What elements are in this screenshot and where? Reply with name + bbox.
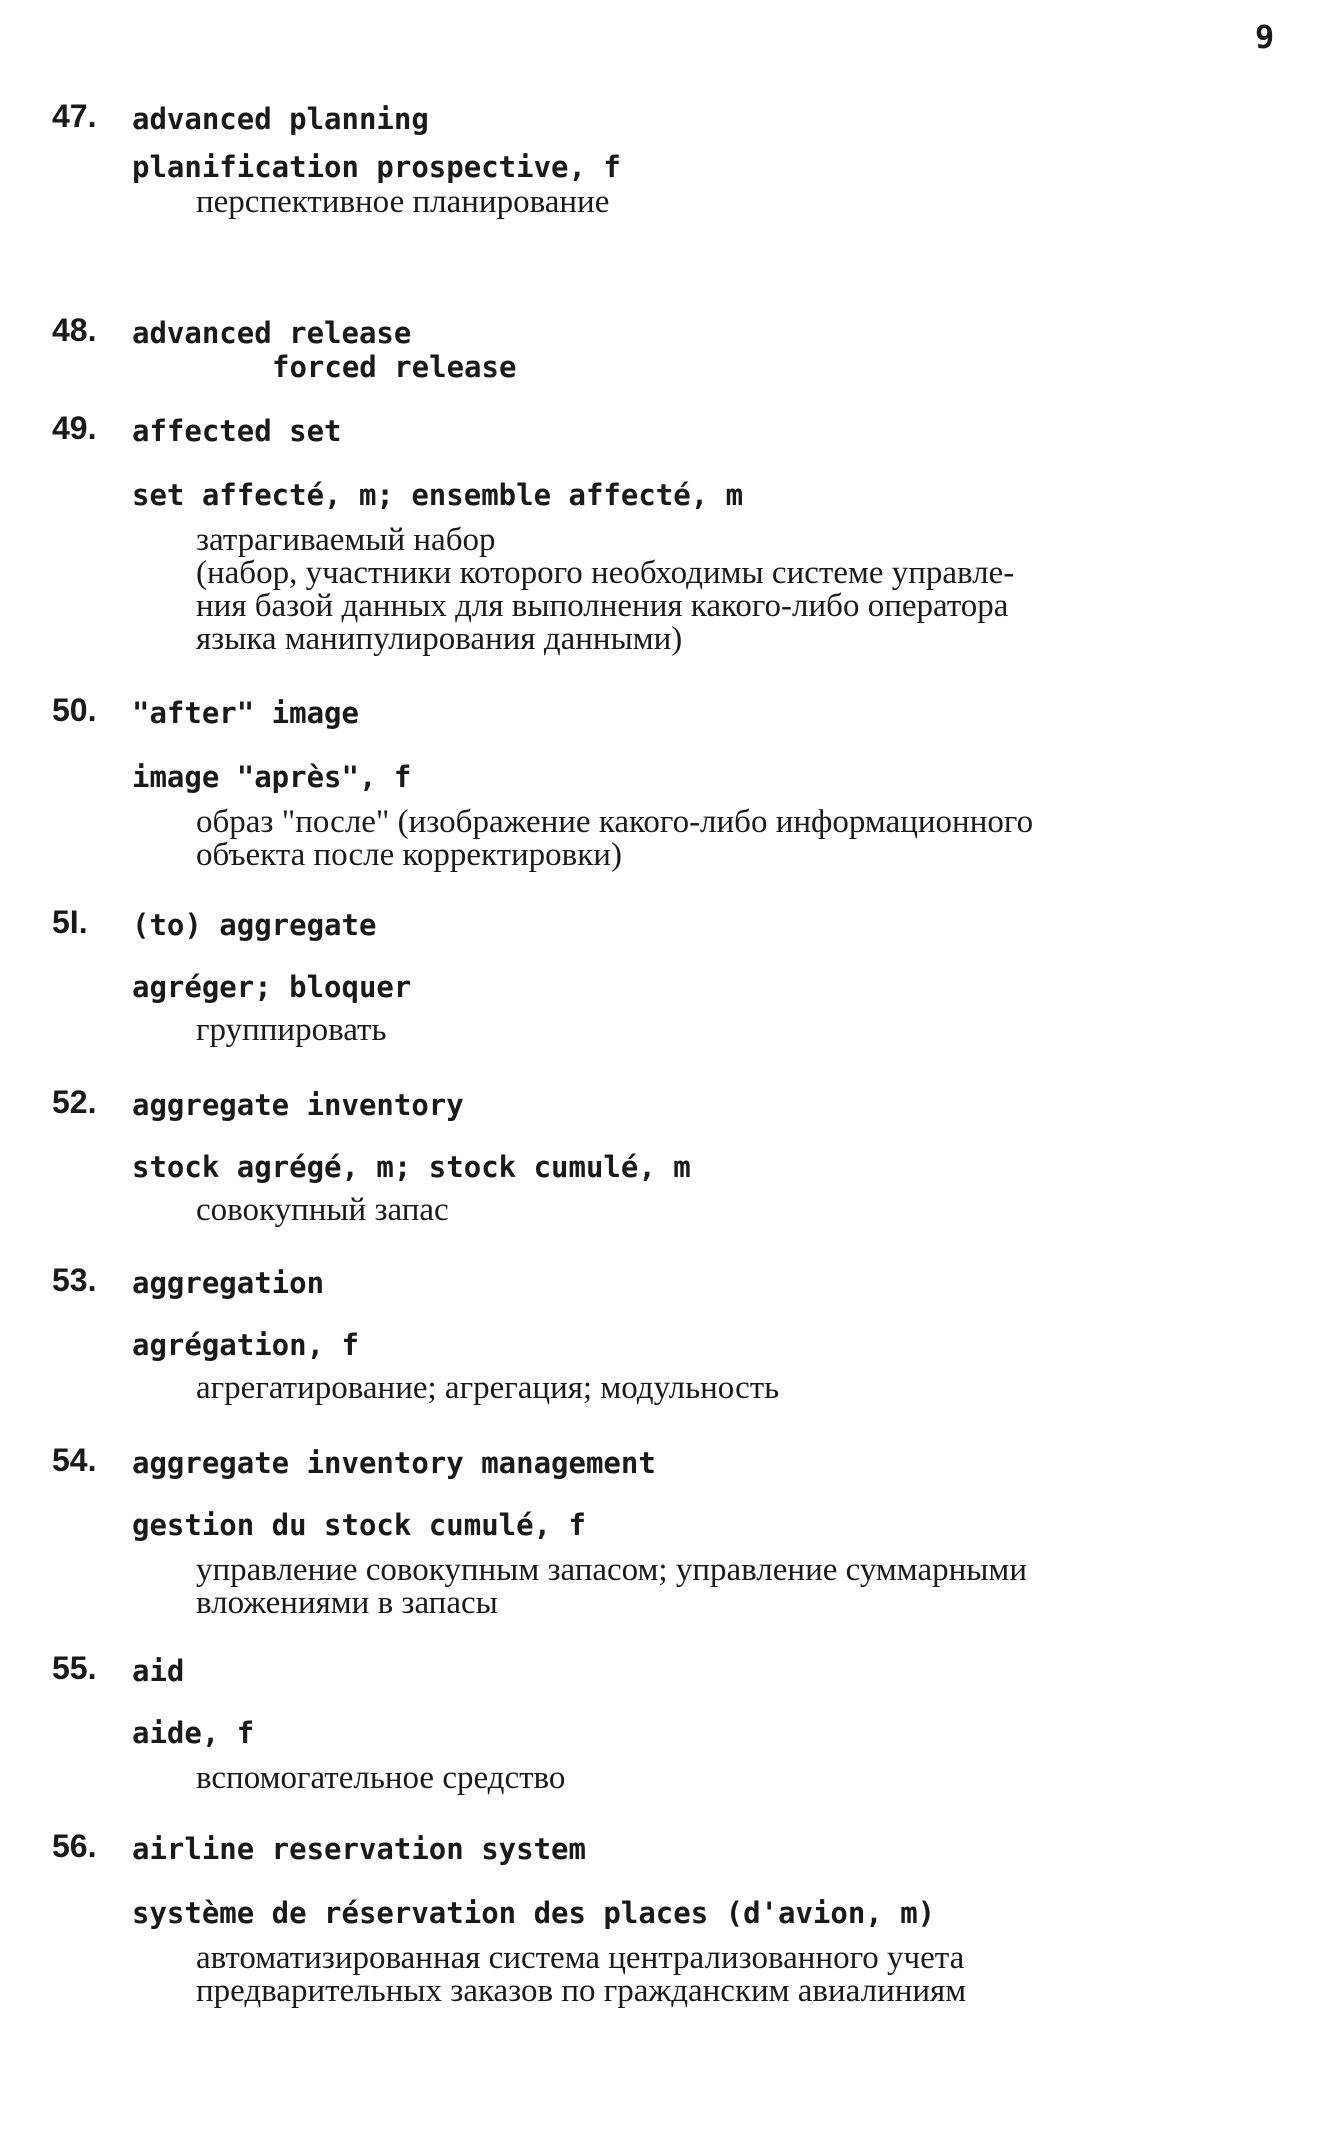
french-equivalent: agrégation, f <box>132 1328 359 1362</box>
russian-line: образ "после" (изображение какого-либо информационного <box>196 804 1034 840</box>
russian-equivalent <box>196 1372 779 1405</box>
entry-term: (to) aggregate <box>132 908 377 942</box>
russian-line: управление совокупным запасом; управление суммарными <box>196 1552 1027 1588</box>
entry-term: affected set <box>132 414 342 448</box>
russian-equivalent <box>196 806 1033 872</box>
russian-line: автоматизированная система централизованного учета <box>196 1940 965 1976</box>
entry-term: aggregate inventory management <box>132 1446 656 1480</box>
russian-line: языка манипулирования данными) <box>196 621 683 657</box>
entry-number: 48. <box>52 312 97 348</box>
entry-term: aggregation <box>132 1266 325 1300</box>
russian-line: агрегатирование; агрегация; модульность <box>196 1370 780 1406</box>
entry-number: 54. <box>52 1442 97 1478</box>
entry-term: aid <box>132 1654 185 1688</box>
entry-term: aggregate inventory <box>132 1088 464 1122</box>
entry-number: 55. <box>52 1650 97 1686</box>
russian-line: вспомогательное средство <box>196 1760 566 1796</box>
russian-line: группировать <box>196 1012 387 1048</box>
entry-term: advanced planning <box>132 102 429 136</box>
russian-line: ния базой данных для выполнения какого-либо оператора <box>196 588 1009 624</box>
russian-equivalent <box>196 524 1014 656</box>
french-equivalent: stock agrégé, m; stock cumulé, m <box>132 1150 691 1184</box>
entry-number: 50. <box>52 692 97 728</box>
russian-line: совокупный запас <box>196 1192 449 1228</box>
russian-line: затрагиваемый набор <box>196 522 496 558</box>
french-equivalent: agréger; bloquer <box>132 970 412 1004</box>
entry-number: 52. <box>52 1084 97 1120</box>
russian-line: (набор, участники которого необходимы системе управле- <box>196 555 1015 591</box>
russian-equivalent <box>196 186 609 219</box>
entry-number: 47. <box>52 98 97 134</box>
russian-line: вложениями в запасы <box>196 1585 498 1621</box>
french-equivalent: gestion du stock cumulé, f <box>132 1508 586 1542</box>
russian-equivalent <box>196 1554 1027 1620</box>
french-equivalent: image "après", f <box>132 760 412 794</box>
entry-number: 5I. <box>52 904 88 940</box>
russian-line: предварительных заказов по гражданским авиалиниям <box>196 1973 967 2009</box>
russian-equivalent <box>196 1014 387 1047</box>
russian-equivalent <box>196 1194 449 1227</box>
entry-term: advanced release <box>132 316 412 350</box>
russian-equivalent <box>196 1942 966 2008</box>
french-equivalent: set affecté, m; ensemble affecté, m <box>132 478 744 512</box>
russian-equivalent <box>196 1762 565 1795</box>
page-number: 9 <box>1255 18 1275 56</box>
entry-term: "after" image <box>132 696 359 730</box>
entry-term: airline reservation system <box>132 1832 586 1866</box>
french-equivalent: planification prospective, f <box>132 150 621 184</box>
russian-line: перспективное планирование <box>196 184 610 220</box>
synonym-reference: forced release <box>272 350 517 384</box>
entry-number: 49. <box>52 410 97 446</box>
entry-number: 56. <box>52 1828 97 1864</box>
entry-number: 53. <box>52 1262 97 1298</box>
french-equivalent: aide, f <box>132 1716 255 1750</box>
french-equivalent: système de réservation des places (d'avion, m) <box>132 1896 936 1930</box>
russian-line: объекта после корректировки) <box>196 837 622 873</box>
